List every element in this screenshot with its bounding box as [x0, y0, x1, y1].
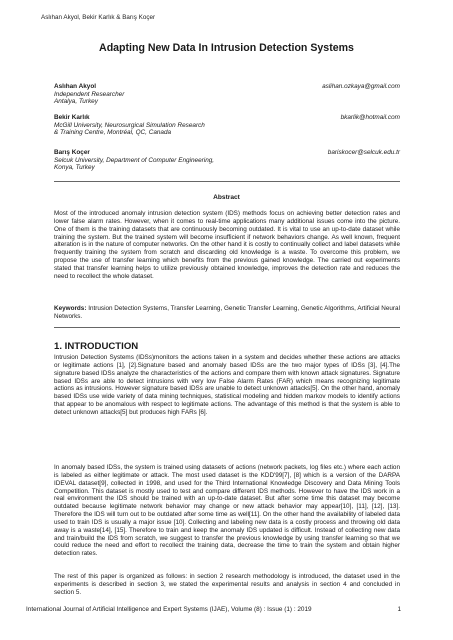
page-footer [26, 606, 401, 613]
keywords-text: Intrusion Detection Systems, Transfer Learning, Genetic Transfer Learning, Genetic Algorithms, Artificial Neural Networks. [54, 305, 400, 320]
page-number: 1 [397, 606, 401, 613]
author-affiliation-line: & Training Centre, Montréal, QC, Canada [54, 129, 172, 137]
author-affiliation-line: McGill University, Neurosurgical Simulation Research [54, 121, 205, 129]
body-paragraph: In anomaly based IDSs, the system is trained using datasets of actions (network packets, log files etc.) where each action is labeled as either legitimate or attack. The most used dataset is the KDD'99[7], [8] which is a version of the DARPA IDEVAL dataset[9], collected in 1998, and used for the Third International Knowledge Discovery and Data Mining Tools Competition. This dataset is mostly used to test and compare different IDS methods. However to have the IDS work in a real environment the IDS should be trained with an up-to-date dataset. But after some time this dataset may become outdated because legitimate network behavior may change or new attack behavior may appear[10], [11], [12], [13]. Therefore the IDS will turn out to be outdated after some time as well[11]. On the other hand the availability of labeled data used to train IDS is usually a major issue [10]. Collecting and labeling new data is a costly process and throwing old data away is a waste[14], [15]. Therefore to train and keep the anomaly IDS updated is difficult. Instead of collecting new data and train/build the IDS from scratch, we suggest to transfer the previous knowledge by using transfer learning so that we could reduce the need and effort to recollect the training data, decrease the time to train the system and obtain higher detection rates. [54, 464, 400, 558]
author-email: bariskocer@selcuk.edu.tr [327, 149, 400, 156]
author-affiliation-line: Konya, Turkey [54, 164, 95, 172]
paper-title: Adapting New Data In Intrusion Detection Systems [99, 42, 354, 54]
journal-citation: International Journal of Artificial Intelligence and Expert Systems (IJAE), Volume (8) : Issue (1) : 2019 [26, 606, 312, 613]
author-email: aslihan.ozkaya@gmail.com [322, 83, 400, 90]
divider [54, 181, 400, 182]
section-heading: 1. INTRODUCTION [54, 341, 139, 352]
keywords-label: Keywords: [54, 305, 87, 312]
author-name: Aslıhan Akyol [54, 83, 97, 90]
body-paragraph: The rest of this paper is organized as follows: in section 2 research methodology is introduced, the dataset used in the experiments is described in section 3, we stated the experimental results and analysis in section 4 and concluded in section 5. [54, 573, 400, 596]
author-block-1 [54, 83, 400, 106]
abstract-heading: Abstract [213, 194, 240, 201]
keywords [54, 305, 400, 321]
body-paragraph: Intrusion Detection Systems (IDSs)monitors the actions taken in a system and decides whether these actions are attacks or legitimate actions [1], [2].Signature based and anomaly based IDSs are the two major types of IDSs [3], [4].The signature based IDSs analyze the characteristics of the actions and compare them with known attack signatures. Signature based IDSs are able to detect intrusions with very low False Alarm Rates (FAR) which means recognizing legitimate actions as intrusions. However signature based IDSs are unable to detect unknown attacks[5]. On the other hand, anomaly based IDSs use wide variety of data mining techniques, statistical modeling and hidden markov models to identify actions that appear to be anomalous with respect to legitimate actions. The advantage of this method is that the system is able to detect unknown attacks[5] but produces high FARs [6]. [54, 354, 400, 416]
running-head: Aslıhan Akyol, Bekir Karlık & Barış Koçer [41, 14, 156, 21]
author-name: Bekir Karlık [54, 114, 90, 121]
author-email: bkarlik@hotmail.com [340, 114, 400, 121]
author-affiliation-line: Antalya, Turkey [54, 98, 98, 106]
author-block-2 [54, 114, 400, 137]
abstract-body: Most of the introduced anomaly intrusion detection system (IDS) methods focus on achieving better detection rates and lower false alarm rates. However, when it comes to real-time applications many additional issues come into the picture. One of them is the training datasets that are continuously becoming outdated. It is vital to use an up-to-date dataset while training the system. But the trained system will become insufficient if network behaviors change. As well known, frequent alteration is in the nature of computer networks. On the other hand it is costly to continually collect and label datasets while frequently training the system from scratch and discarding old knowledge is a waste. To overcome this problem, we propose the use of transfer learning which benefits from the previous gained knowledge. The carried out experiments stated that transfer learning helps to utilize previously obtained knowledge, improves the detection rate and reduces the need to recollect the whole dataset. [54, 210, 400, 280]
author-affiliation-line: Selcuk University, Department of Computer Engineering, [54, 156, 215, 164]
author-block-3 [54, 149, 400, 172]
author-affiliation-line: Independent Researcher [54, 90, 125, 98]
author-name: Barış Koçer [54, 149, 90, 156]
divider [54, 327, 400, 328]
